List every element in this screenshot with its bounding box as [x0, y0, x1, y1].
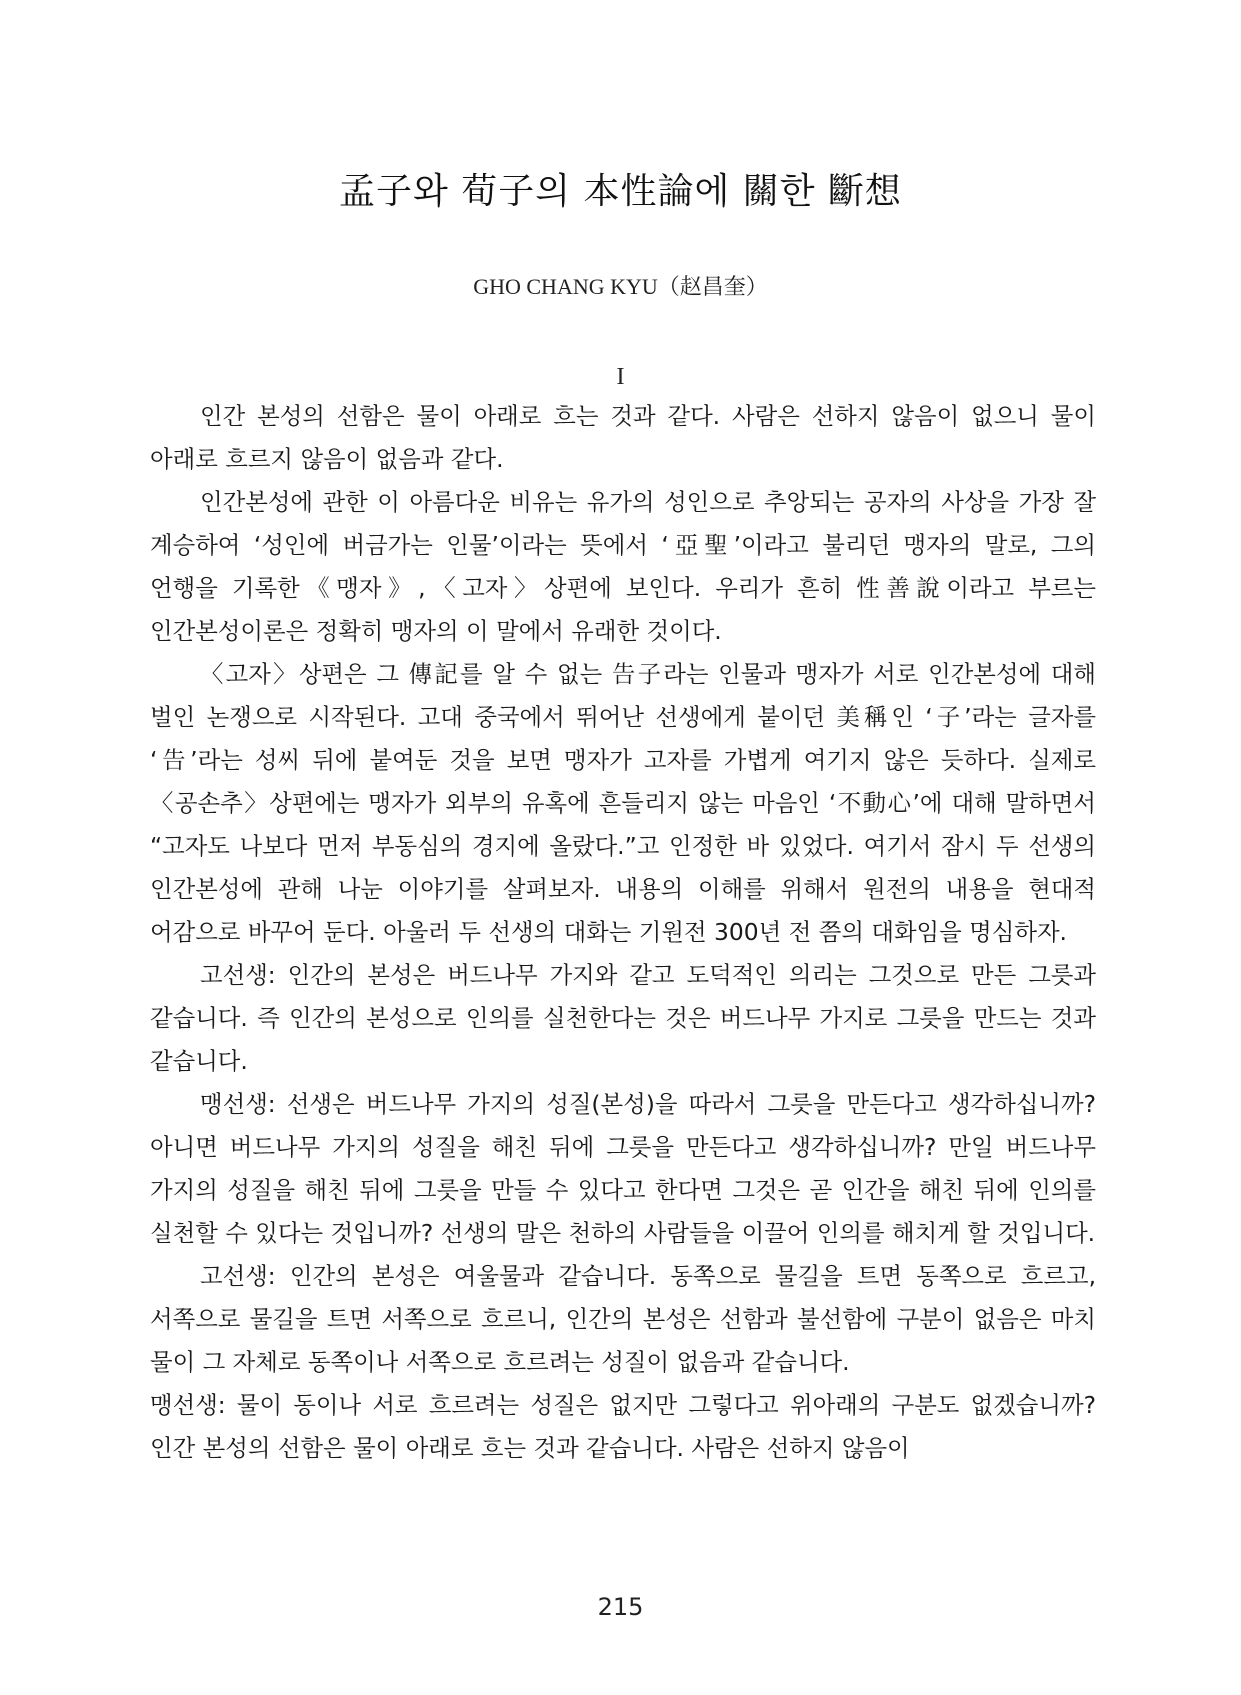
section-numeral: I — [616, 364, 625, 390]
paragraph: 인간본성에 관한 이 아름다운 비유는 유가의 성인으로 추앙되는 공자의 사상을 가장 잘 계승하여 ‘성인에 버금가는 인물’이라는 뜻에서 ‘亞聖’이라고 불리던 맹자의 말로, 그의 언행을 기록한《맹자》,〈고자〉상편에 보인다. 우리가 흔히 性善說이라고 부르는 인간본성이론은 정확히 맹자의 이 말에서 유래한 것이다. — [150, 488, 1096, 645]
body-text — [150, 395, 1096, 1470]
page-number: 215 — [597, 1593, 644, 1621]
paragraph: 고선생: 인간의 본성은 여울물과 같습니다. 동쪽으로 물길을 트면 동쪽으로 흐르고, 서쪽으로 물길을 트면 서쪽으로 흐르니, 인간의 본성은 선함과 불선함에 구분이 없음은 마치 물이 그 자체로 동쪽이나 서쪽으로 흐르려는 성질이 없음과 같습니다. — [150, 1262, 1096, 1376]
paragraph: 인간 본성의 선함은 물이 아래로 흐는 것과 같다. 사람은 선하지 않음이 없으니 물이 아래로 흐르지 않음이 없음과 같다. — [150, 402, 1096, 473]
paragraph: 맹선생: 물이 동이나 서로 흐르려는 성질은 없지만 그렇다고 위아래의 구분도 없겠습니까? 인간 본성의 선함은 물이 아래로 흐는 것과 같습니다. 사람은 선하지 않음이 — [150, 1391, 1096, 1462]
paragraph: 〈고자〉상편은 그 傳記를 알 수 없는 告子라는 인물과 맹자가 서로 인간본성에 대해 벌인 논쟁으로 시작된다. 고대 중국에서 뛰어난 선생에게 붙이던 美稱인 ‘子’라는 글자를 ‘告’라는 성씨 뒤에 붙여둔 것을 보면 맹자가 고자를 가볍게 여기지 않은 듯하다. 실제로〈공손추〉상편에는 맹자가 외부의 유혹에 흔들리지 않는 마음인 ‘不動心’에 대해 말하면서 “고자도 나보다 먼저 부동심의 경지에 올랐다.”고 인정한 바 있었다. 여기서 잠시 두 선생의 인간본성에 관해 나눈 이야기를 살펴보자. 내용의 이해를 위해서 원전의 내용을 현대적 어감으로 바꾸어 둔다. 아울러 두 선생의 대화는 기원전 300년 전 쯤의 대화임을 명심하자. — [150, 660, 1096, 946]
paragraph: 고선생: 인간의 본성은 버드나무 가지와 같고 도덕적인 의리는 그것으로 만든 그릇과 같습니다. 즉 인간의 본성으로 인의를 실천한다는 것은 버드나무 가지로 그릇을 만드는 것과 같습니다. — [150, 961, 1096, 1075]
page-title: 孟子와 荀子의 本性論에 關한 斷想 — [339, 171, 902, 212]
paragraph: 맹선생: 선생은 버드나무 가지의 성질(본성)을 따라서 그릇을 만든다고 생각하십니까? 아니면 버드나무 가지의 성질을 해친 뒤에 그릇을 만든다고 생각하십니까? 만일 버드나무 가지의 성질을 해친 뒤에 그릇을 만들 수 있다고 한다면 그것은 곧 인간을 해친 뒤에 인의를 실천할 수 있다는 것입니까? 선생의 말은 천하의 사람들을 이끌어 인의를 해치게 할 것입니다. — [150, 1090, 1096, 1247]
author-name: GHO CHANG KYU（赵昌奎） — [473, 274, 768, 299]
